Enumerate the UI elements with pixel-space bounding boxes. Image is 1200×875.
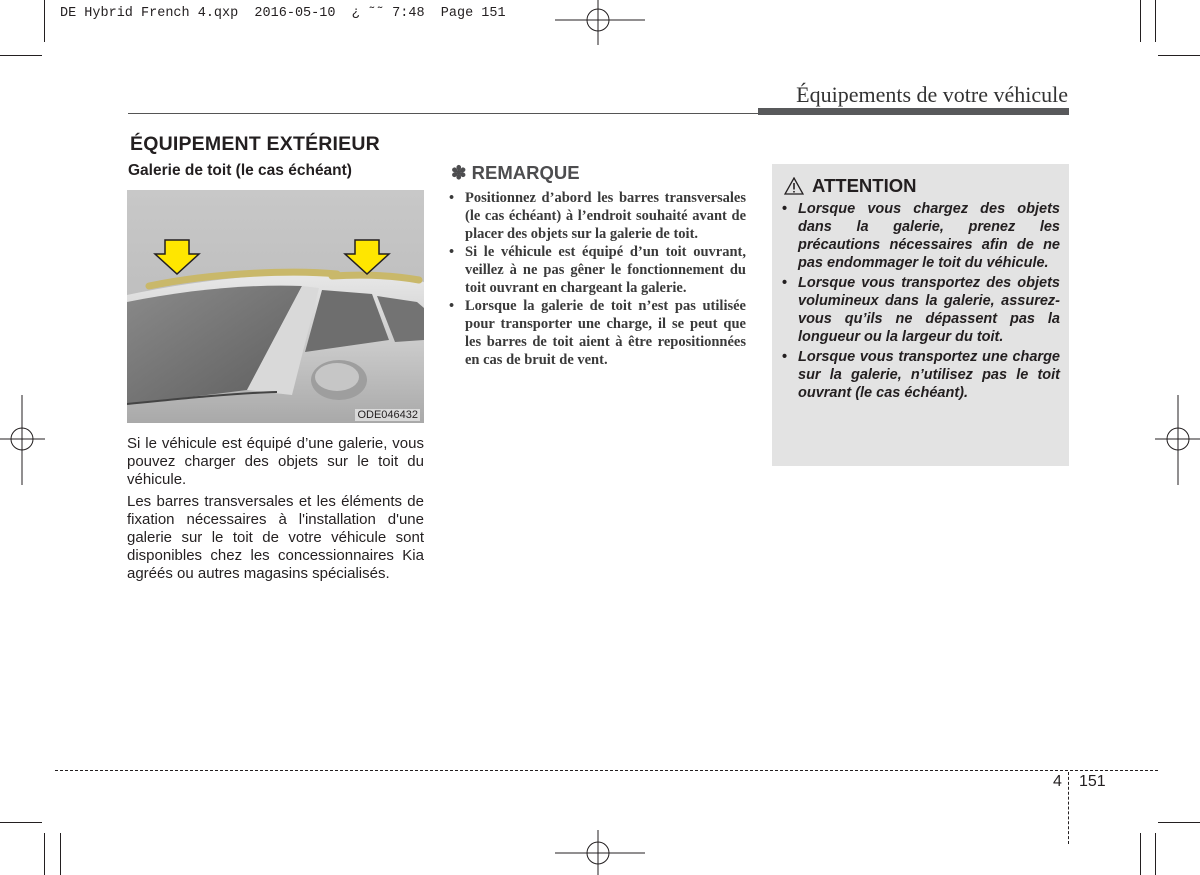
header-rule-bar bbox=[758, 108, 1069, 115]
caution-list bbox=[782, 200, 1060, 404]
page-number: 151 bbox=[1079, 773, 1106, 790]
caution-item: • Lorsque vous transportez une charge sur la galerie, n’utilisez pas le toit ouvrant (le cas échéant). bbox=[782, 349, 1060, 401]
caution-item: • Lorsque vous transportez des objets volumineux dans la galerie, assurez-vous qu’ils ne dépassent pas la longueur ou la largeur du toit. bbox=[782, 275, 1060, 345]
paragraph: Les barres transversales et les éléments de fixation nécessaires à l'installation d'une galerie sur le toit de votre véhicule sont disponibles chez les concessionnaires Kia agréés ou autres magasins spécialisés. bbox=[127, 493, 424, 582]
crop-mark-crosshair-icon bbox=[1155, 395, 1200, 485]
section-title: ÉQUIPEMENT EXTÉRIEUR bbox=[130, 133, 380, 155]
note-title: REMARQUE bbox=[471, 162, 580, 183]
print-slug: DE Hybrid French 4.qxp 2016-05-10 ¿ ˜˜ 7:48 Page 151 bbox=[60, 6, 506, 21]
subsection-title: Galerie de toit (le cas échéant) bbox=[128, 162, 352, 179]
note-item: • Positionnez d’abord les barres transversales (le cas échéant) à l’endroit souhaité avant de placer des objets sur la galerie de toit. bbox=[449, 190, 746, 242]
caution-box bbox=[772, 164, 1069, 466]
note-item: • Lorsque la galerie de toit n’est pas utilisée pour transporter une charge, il se peut que les barres de toit aient à être repositionnées en cas de bruit de vent. bbox=[449, 298, 746, 368]
car-roof-illustration bbox=[127, 190, 424, 423]
footer-rule bbox=[55, 770, 1158, 771]
paragraph: Si le véhicule est équipé d’une galerie, vous pouvez charger des objets sur le toit du véhicule. bbox=[127, 435, 424, 488]
body-text bbox=[127, 435, 424, 587]
chapter-title: Équipements de votre véhicule bbox=[796, 82, 1068, 107]
note-list bbox=[449, 189, 746, 369]
note-asterisk-icon: ✽ bbox=[451, 162, 467, 183]
chapter-number: 4 bbox=[1053, 773, 1062, 790]
note-heading bbox=[451, 162, 580, 184]
crop-mark-crosshair-icon bbox=[555, 0, 645, 45]
caution-title: ATTENTION bbox=[812, 175, 917, 196]
warning-triangle-icon bbox=[784, 177, 804, 195]
header-rule bbox=[128, 113, 768, 114]
crop-mark-crosshair-icon bbox=[555, 830, 645, 875]
caution-item: • Lorsque vous chargez des objets dans la galerie, prenez les précautions nécessaires afin de ne pas endommager le toit du véhicule. bbox=[782, 201, 1060, 271]
caution-heading bbox=[784, 175, 916, 197]
crop-mark-crosshair-icon bbox=[0, 395, 45, 485]
note-item: • Si le véhicule est équipé d’un toit ouvrant, veillez à ne pas gêner le fonctionnement du toit ouvrant en chargeant la galerie. bbox=[449, 244, 746, 296]
roof-rack-figure bbox=[127, 190, 424, 423]
figure-code: ODE046432 bbox=[357, 409, 418, 421]
footer-divider bbox=[1068, 772, 1069, 844]
